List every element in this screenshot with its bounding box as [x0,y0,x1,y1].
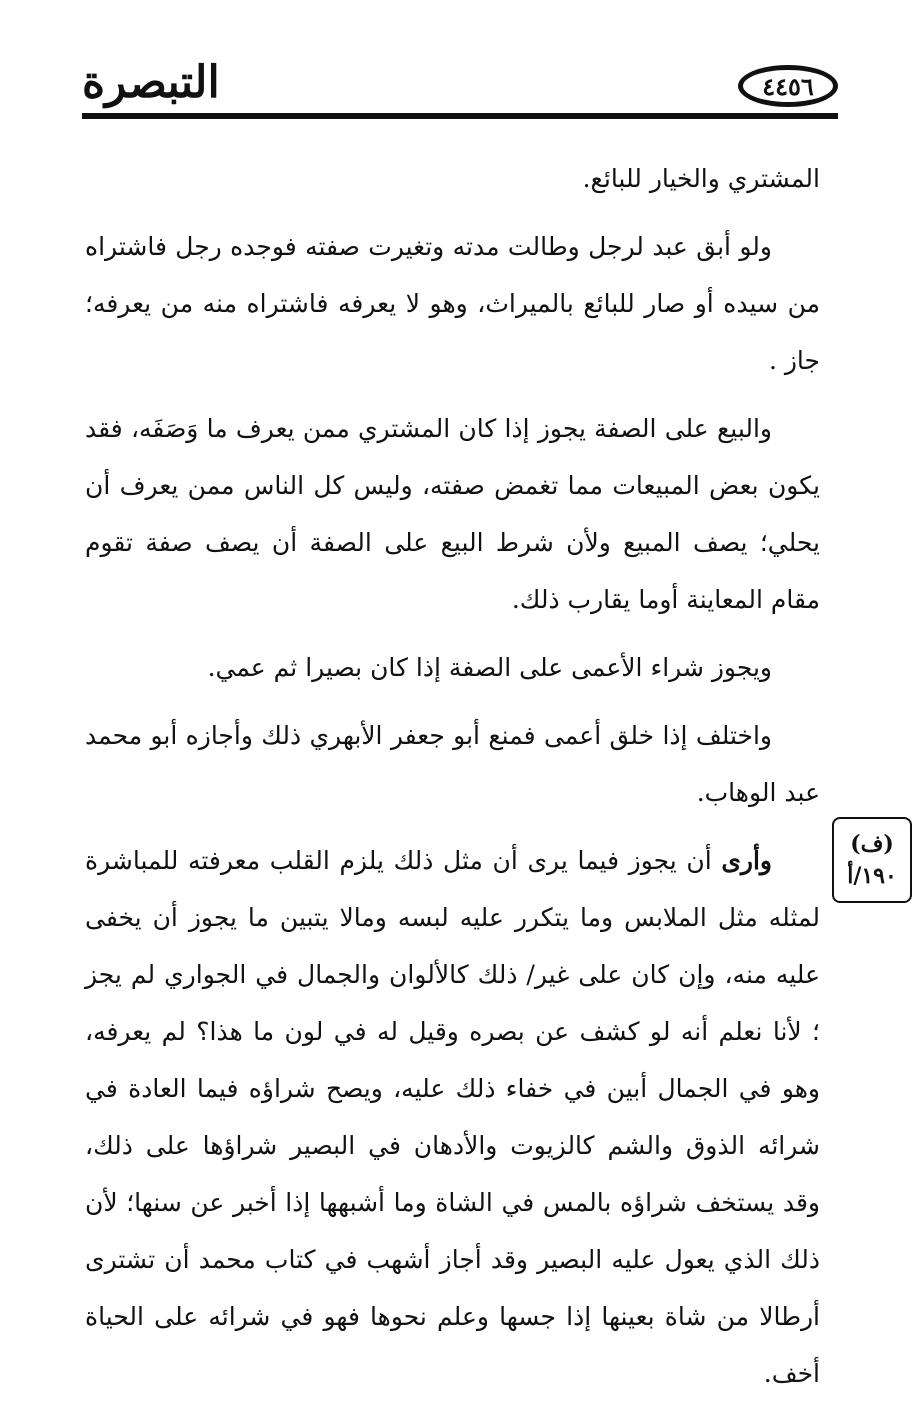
page-header [82,55,838,127]
header-rule [82,113,838,119]
paragraph-6 [85,832,820,1402]
book-title: التبصرة [82,57,220,108]
page-number-badge [738,65,838,107]
paragraph-6-body: مثل الملابس وما يتكرر عليه لبسه ومالا يتبين ما يجوز أن يخفى عليه منه، وإن كان على غير/ ذلك كالألوان والجمال في الجواري لم يجز ؛ لأنا نعلم أنه لو كشف عن بصره وقيل له في لون ما هذا؟ لم يعرفه، وهو في الجمال أبين في خفاء ذلك عليه، ويصح شراؤه فيما العادة في شرائه الذوق والشم كالزيوت والأدهان في البصير شراؤها على ذلك، وقد يستخف شراؤه بالمس في الشاة وما أشبهها إذا أخبر عن سنها؛ لأن ذلك الذي يعول عليه البصير وقد أجاز أشهب في كتاب محمد أن تشترى أرطالا من شاة بعينها إذا جسها وعلم نحوها فهو في شرائه على الحياة أخف. [85,903,820,1388]
paragraph-3: والبيع على الصفة يجوز إذا كان المشتري ممن يعرف ما وَصَفَه، فقد يكون بعض المبيعات مما تغمض صفته، وليس كل الناس ممن يعرف أن يحلي؛ يصف المبيع ولأن شرط البيع على الصفة أن يصف صفة تقوم مقام المعاينة أوما يقارب ذلك. [85,414,820,614]
paragraph-5: واختلف إذا خلق أعمى فمنع أبو جعفر الأبهري ذلك وأجازه أبو محمد عبد الوهاب. [85,721,820,807]
page-number: ٤٤٥٦ [762,71,814,101]
manuscript-folio-note [832,817,912,903]
bold-lead-word: وأرى [721,846,772,875]
page-body [85,150,820,1413]
margin-note-line-2: ١٩٠/أ [847,863,897,889]
paragraph-6-intro: أن يجوز فيما يرى أن مثل ذلك يلزم القلب معرفته للمباشرة لمثله [85,846,821,932]
margin-note-line-1: (ف) [850,831,894,857]
paragraph-2: ولو أبق عبد لرجل وطالت مدته وتغيرت صفته فوجده رجل فاشتراه من سيده أو صار للبائع بالميراث، وهو لا يعرفه فاشتراه منه من يعرفه؛ جاز . [85,232,820,375]
paragraph-1: المشتري والخيار للبائع. [582,164,820,193]
paragraph-4: ويجوز شراء الأعمى على الصفة إذا كان بصيرا ثم عمي. [207,653,772,682]
